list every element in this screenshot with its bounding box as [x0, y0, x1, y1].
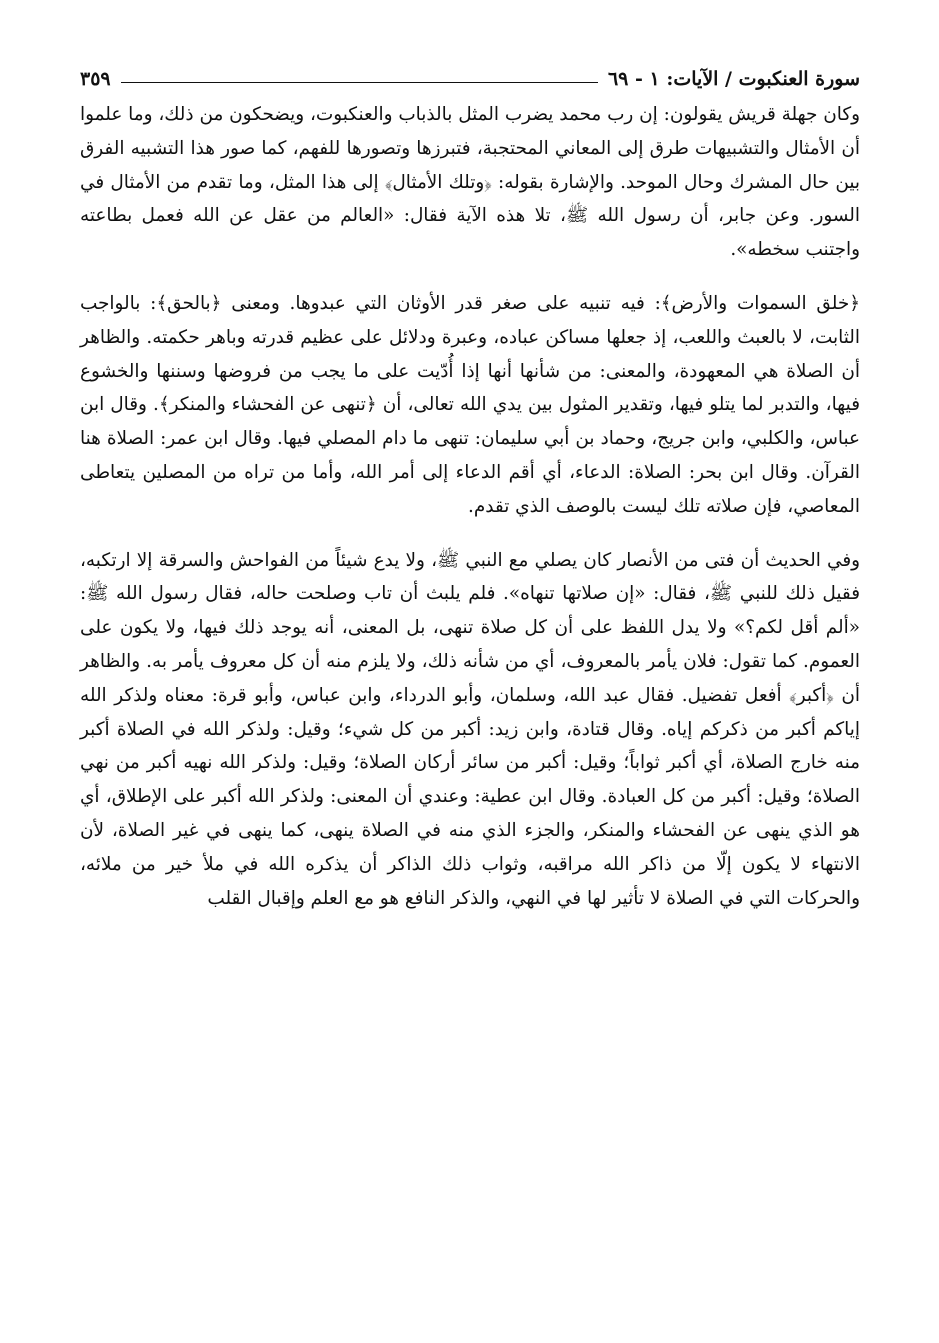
page-number: ٣٥٩: [80, 68, 111, 90]
running-header: [80, 58, 860, 90]
paragraph-gap: [80, 524, 860, 544]
paragraph-3: وفي الحديث أن فتى من الأنصار كان يصلي مع النبي ﷺ، ولا يدع شيئاً من الفواحش والسرقة إلا ارتكبه، فقيل ذلك للنبي ﷺ، فقال: «إن صلاتها تنهاه». فلم يلبث أن تاب وصلحت حاله، فقال رسول الله ﷺ: «ألم أقل لكم؟» ولا يدل اللفظ على أن كل صلاة تنهى، بل المعنى، أنه يوجد ذلك فيها، ولا يكون على العموم. كما تقول: فلان يأمر بالمعروف، أي من شأنه ذلك، ولا يلزم منه أن كل معروف يأمر به. والظاهر أن ﴿أكبر﴾ أفعل تفضيل. فقال عبد الله، وسلمان، وأبو الدرداء، وابن عباس، وأبو قرة: معناه ولذكر الله إياكم أكبر من ذكركم إياه. وقال قتادة، وابن زيد: أكبر من كل شيء؛ وقيل: ولذكر الله في الصلاة أكبر منه خارج الصلاة، أي أكبر ثواباً؛ وقيل: أكبر من سائر أركان الصلاة؛ وقيل: ولذكر الله نهيه أكبر من نهي الصلاة؛ وقيل: أكبر من كل العبادة. وقال ابن عطية: وعندي أن المعنى: ولذكر الله أكبر على الإطلاق، أي هو الذي ينهى عن الفحشاء والمنكر، والجزء الذي منه في الصلاة ينهى، كما ينهى في غير الصلاة، لأن الانتهاء لا يكون إلّا من ذاكر الله مراقبه، وثواب ذلك الذاكر أن يذكره الله في ملأ خير من ملائه، والحركات التي في الصلاة لا تأثير لها في النهي، والذكر النافع هو مع العلم وإقبال القلب: [80, 549, 860, 909]
paragraph-2: ﴿خلق السموات والأرض﴾: فيه تنبيه على صغر قدر الأوثان التي عبدوها. ومعنى ﴿بالحق﴾: بالواجب الثابت، لا بالعبث واللعب، إذ جعلها مساكن عباده، وعبرة ودلائل على عظيم قدرته وباهر حكمته. والظاهر أن الصلاة هي المعهودة، والمعنى: من شأنها أنها إذا أُدّيت على ما يجب من فروضها وسننها والخشوع فيها، والتدبر لما يتلو فيها، وتقدير المثول بين يدي الله تعالى، أن ﴿تنهى عن الفحشاء والمنكر﴾. وقال ابن عباس، والكلبي، وابن جريج، وحماد بن أبي سليمان: تنهى ما دام المصلي فيها. وقال ابن عمر: الصلاة هنا القرآن. وقال ابن بحر: الصلاة: الدعاء، أي أقم الدعاء إلى أمر الله، وأما من تراه من المصلين يتعاطى المعاصي، فإن صلاته تلك ليست بالوصف الذي تقدم.: [80, 292, 860, 517]
paragraph-1: وكان جهلة قريش يقولون: إن رب محمد يضرب المثل بالذباب والعنكبوت، ويضحكون من ذلك، وما علموا أن الأمثال والتشبيهات طرق إلى المعاني المحتجبة، فتبرزها وتصورها للفهم، كما صور هذا التشبيه الفرق بين حال المشرك وحال الموحد. والإشارة بقوله: ﴿وتلك الأمثال﴾ إلى هذا المثل، وما تقدم من الأمثال في السور. وعن جابر، أن رسول الله ﷺ، تلا هذه الآية فقال: «العالم من عقل عن الله فعمل بطاعته واجتنب سخطه».: [80, 104, 860, 261]
paragraph-gap: [80, 267, 860, 287]
book-page: [80, 58, 860, 915]
header-rule: [121, 82, 598, 83]
surah-title: سورة العنكبوت / الآيات: ١ - ٦٩: [607, 68, 860, 90]
